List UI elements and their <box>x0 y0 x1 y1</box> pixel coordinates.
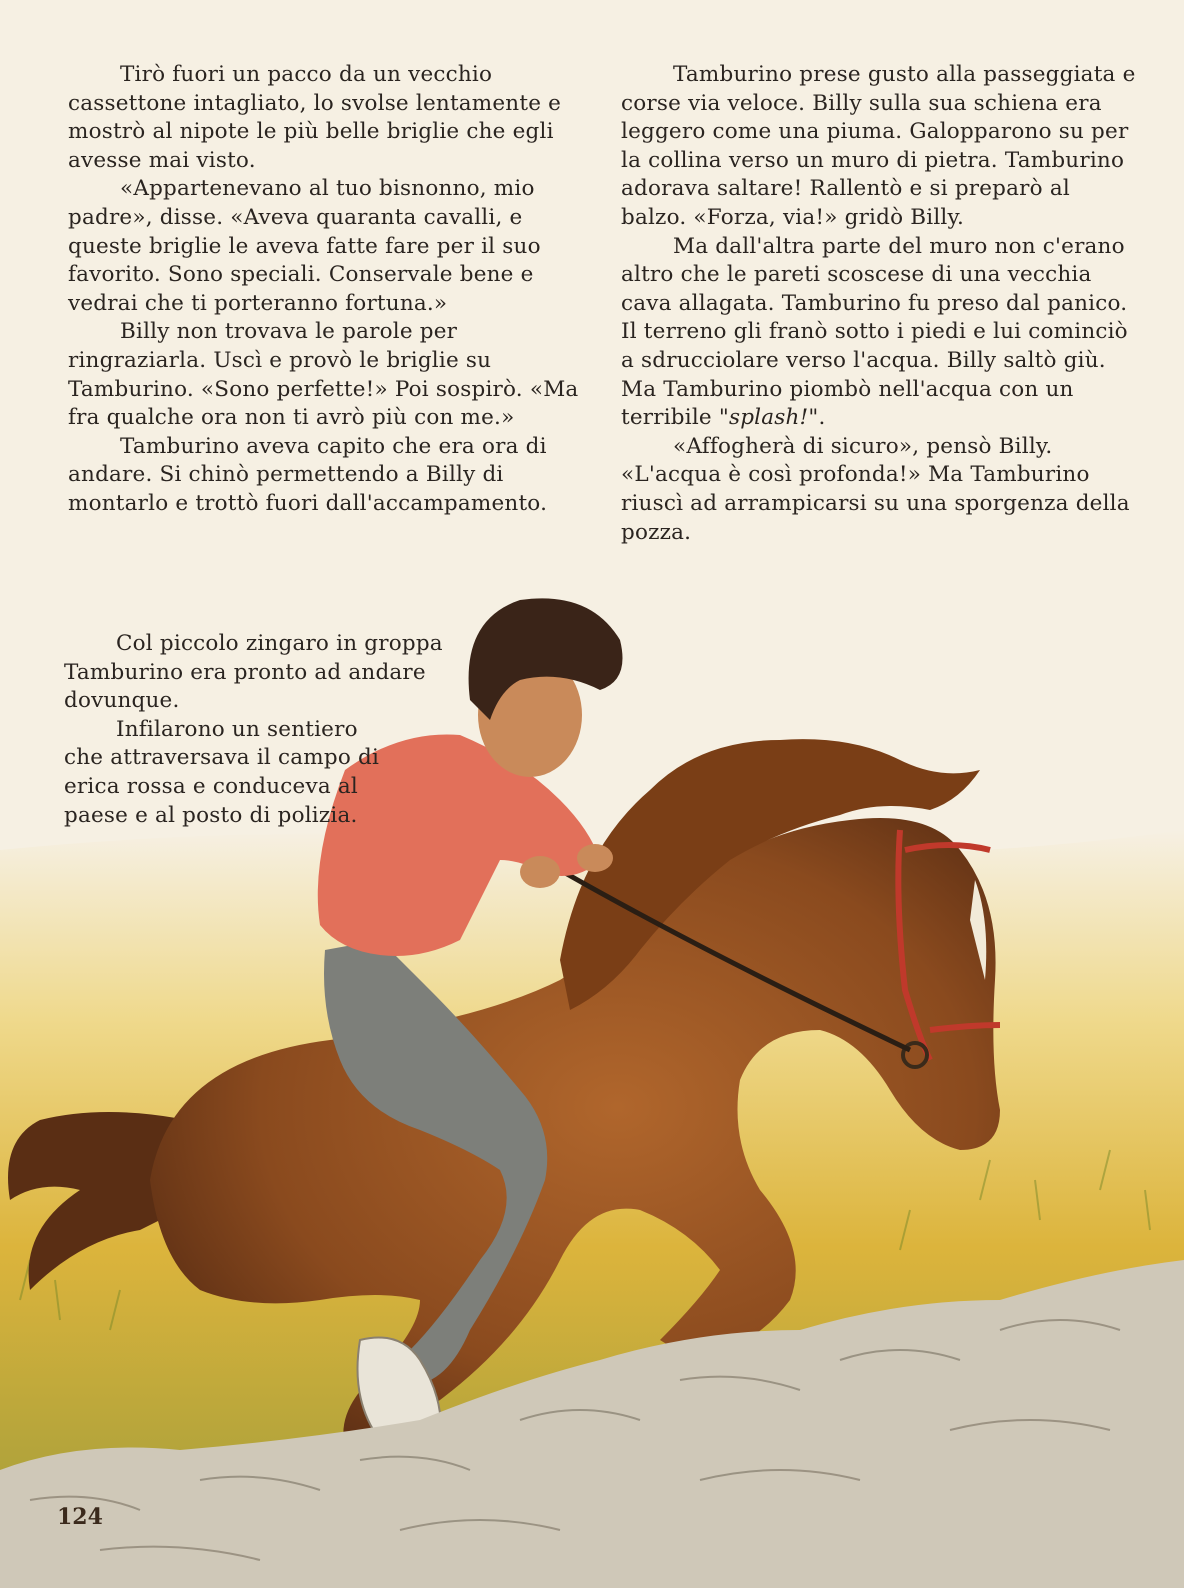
boy-hand-left <box>520 856 560 888</box>
boy-hand-right <box>577 844 613 872</box>
splash-word: "splash!" <box>718 405 819 431</box>
paragraph: Billy non trovava le parole per ringraziarla. Uscì e provò le briglie su Tamburino. «Sono perfette!» Poi sospirò. «Ma fra qualche ora non ti avrò più con me.» <box>68 319 579 431</box>
paragraph: Tamburino aveva capito che era ora di andare. Si chinò permettendo a Billy di montarlo e trottò fuori dall'accampamento. <box>68 433 548 516</box>
paragraph-end: . <box>818 405 826 431</box>
left-narrow-text <box>64 630 443 830</box>
page-number: 124 <box>57 1504 103 1530</box>
paragraph: Tamburino prese gusto alla passeggiata e corse via veloce. Billy sulla sua schiena era leggero come una piuma. Galopparono su per la collina verso un muro di pietra. Tamburino adorava saltare! Rallentò e si preparò al balzo. «Forza, via!» gridò Billy. <box>621 62 1136 230</box>
paragraph: «Affogherà di sicuro», pensò Billy. «L'acqua è così profonda!» Ma Tamburino riuscì ad arrampicarsi su una sporgenza della pozza. <box>621 433 1130 545</box>
paragraph: Tirò fuori un pacco da un vecchio cassettone intagliato, lo svolse lentamente e mostrò al nipote le più belle briglie che egli avesse mai visto. <box>68 62 562 173</box>
left-text-column <box>68 61 588 519</box>
paragraph <box>621 233 1141 433</box>
paragraph-text: Ma dall'altra parte del muro non c'erano altro che le pareti scoscese di una vecchia cava allagata. Tamburino fu preso dal panico. Il terreno gli franò sotto i piedi e lui cominciò a sdrucciolare verso l'acqua. Billy saltò giù. Ma Tamburino piombò nell'acqua con un terribile <box>621 233 1128 431</box>
right-text-column <box>621 61 1141 547</box>
paragraph: Col piccolo zingaro in groppa Tamburino era pronto ad andare dovunque. <box>64 631 443 714</box>
paragraph: «Appartenevano al tuo bisnonno, mio padre», disse. «Aveva quaranta cavalli, e queste briglie le aveva fatte fare per il suo favorito. Sono speciali. Conservale bene e vedrai che ti porteranno fortuna.» <box>68 176 541 316</box>
paragraph: Infilarono un sentiero che attraversava il campo di erica rossa e conduceva al paese e al posto di polizia. <box>64 716 380 828</box>
